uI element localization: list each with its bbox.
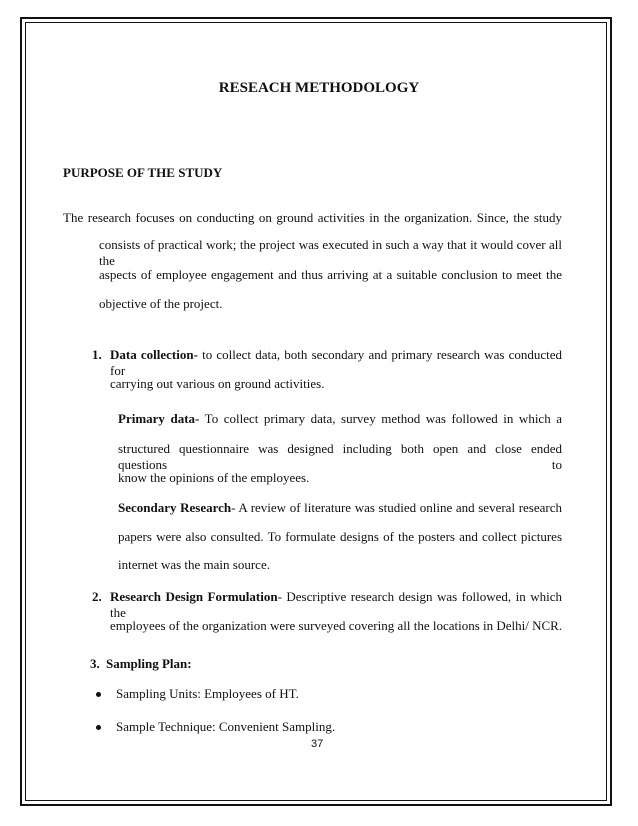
item-2-number: 2.	[92, 589, 102, 604]
item-1-line-1	[110, 347, 562, 379]
secondary-research-line-1	[118, 500, 562, 516]
bullet-item-sample-technique: Sample Technique: Convenient Sampling.	[116, 719, 336, 734]
primary-data-label: Primary data-	[118, 411, 200, 426]
secondary-research-line-3: internet was the main source.	[118, 557, 270, 572]
secondary-research-text: - A review of literature was studied online and several research	[231, 500, 562, 515]
page-number: 37	[311, 738, 324, 750]
item-1-number: 1.	[92, 347, 102, 362]
primary-data-text: To collect primary data, survey method was followed in which a	[199, 411, 563, 426]
purpose-line-3: aspects of employee engagement and thus arriving at a suitable conclusion to meet the	[99, 267, 562, 282]
primary-data-line-1	[118, 411, 562, 427]
purpose-line-1: The research focuses on conducting on ground activities in the organization. Since, the study	[63, 210, 562, 225]
item-3-label: Sampling Plan:	[106, 656, 192, 671]
item-1-text: to collect data, both secondary and primary research was conducted for	[110, 347, 562, 378]
item-1-label: Data collection-	[110, 347, 198, 362]
item-2-label: Research Design Formulation	[110, 589, 278, 604]
secondary-research-line-2: papers were also consulted. To formulate designs of the posters and collect pictures	[118, 529, 562, 544]
primary-data-line-3: know the opinions of the employees.	[118, 470, 310, 485]
item-2-line-2: employees of the organization were surveyed covering all the locations in Delhi/ NCR.	[110, 618, 563, 633]
primary-data-line-2: structured questionnaire was designed including both open and close ended questions to	[118, 441, 562, 472]
bullet-item-sampling-units: Sampling Units: Employees of HT.	[116, 686, 299, 701]
item-1-line-2: carrying out various on ground activities.	[110, 376, 325, 391]
secondary-research-label: Secondary Research	[118, 500, 232, 515]
item-3-number: 3.	[90, 656, 100, 671]
item-2-line-1	[110, 589, 562, 621]
bullet-icon	[96, 692, 101, 697]
purpose-line-2: consists of practical work; the project was executed in such a way that it would cover all the	[99, 237, 562, 268]
purpose-line-4: objective of the project.	[99, 296, 223, 311]
bullet-icon	[96, 725, 101, 730]
item-2-text: - Descriptive research design was followed, in which the	[110, 589, 562, 620]
page-title: RESEACH METHODOLOGY	[218, 80, 420, 96]
section-heading-purpose: PURPOSE OF THE STUDY	[63, 165, 223, 180]
